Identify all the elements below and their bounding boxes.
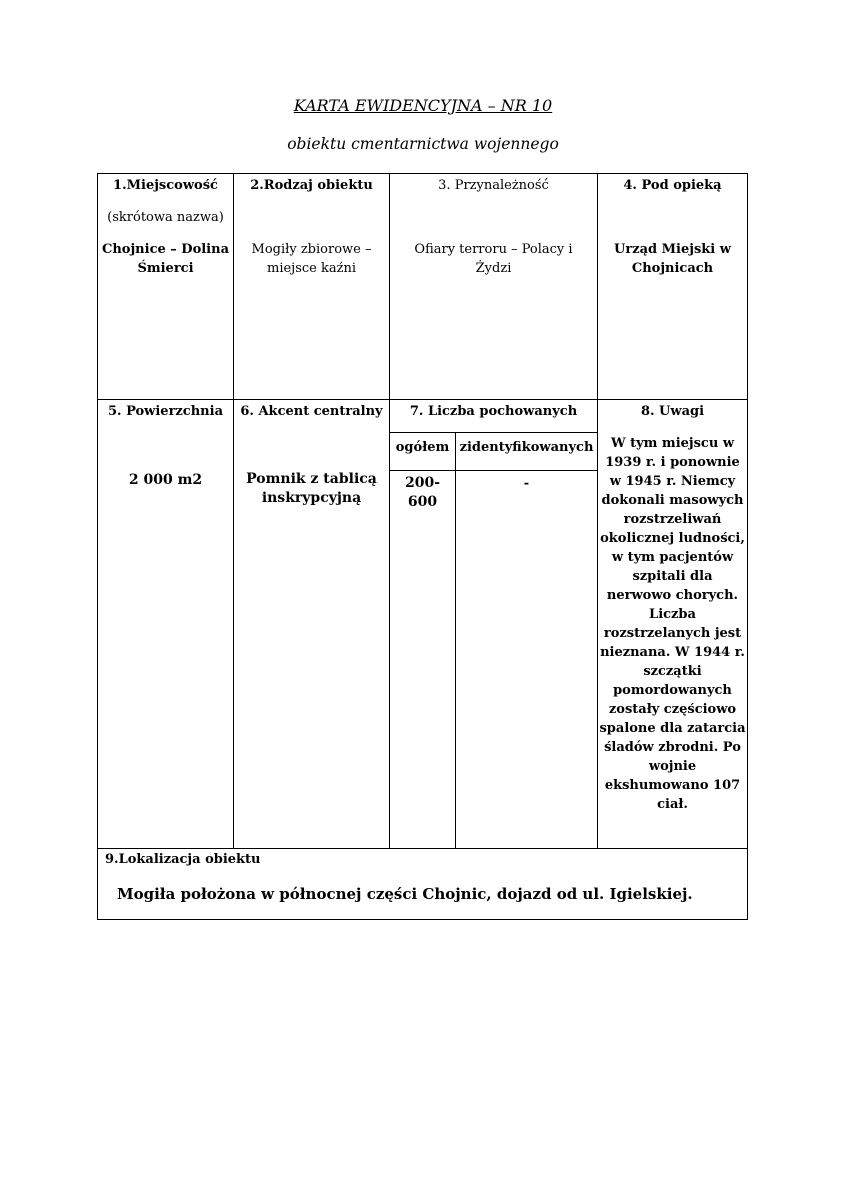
cell-affiliation <box>390 176 597 278</box>
central-accent-value-line1: Pomnik z tablicą <box>246 471 377 487</box>
total-label: ogółem <box>395 440 450 455</box>
affiliation-value-line2: Żydzi <box>475 261 512 276</box>
central-accent-label: 6. Akcent centralny <box>240 404 383 419</box>
table-border-bottom <box>97 919 748 920</box>
locality-label: 1.Miejscowość <box>113 178 218 193</box>
table-border-right <box>747 173 748 920</box>
remarks-line: Liczba <box>649 607 696 622</box>
remarks-text <box>598 434 747 814</box>
object-type-value-line2: miejsce kaźni <box>267 261 356 276</box>
cell-custodian <box>598 176 747 278</box>
remarks-line: w tym pacjentów <box>611 550 734 565</box>
remarks-line: rozstrzelanych jest <box>603 626 742 641</box>
row-divider-2 <box>97 848 748 849</box>
cell-central-accent <box>234 402 389 508</box>
cell-identified-label <box>456 438 597 457</box>
locality-value-line2: Śmierci <box>137 261 194 276</box>
remarks-line: zostały częściowo <box>608 702 737 717</box>
cell-object-type <box>234 176 389 278</box>
locality-note: (skrótowa nazwa) <box>107 210 224 225</box>
record-table <box>97 173 748 920</box>
cell-area <box>98 402 233 490</box>
remarks-line: W tym miejscu w <box>610 436 735 451</box>
remarks-line: nieznana. W 1944 r. <box>600 645 745 660</box>
remarks-line: szpitali dla <box>632 569 713 584</box>
object-type-value-line1: Mogiły zbiorowe – <box>251 242 372 257</box>
cell-identified-value <box>456 474 597 493</box>
burial-count-label: 7. Liczba pochowanych <box>409 404 578 419</box>
custodian-label: 4. Pod opieką <box>623 178 722 193</box>
document-subtitle: obiektu cmentarnictwa wojennego <box>287 135 559 153</box>
total-value-line1: 200- <box>404 475 441 491</box>
cell-total-value <box>390 474 455 512</box>
row-divider-1 <box>97 399 748 400</box>
remarks-line: wojnie <box>648 759 697 774</box>
document-title: KARTA EWIDENCYJNA – NR 10 <box>293 96 553 115</box>
remarks-line: 1939 r. i ponownie <box>605 455 740 470</box>
custodian-value-line1: Urząd Miejski w <box>614 242 731 257</box>
cell-remarks <box>598 402 747 814</box>
location-value: Mogiła położona w północnej części Chojnic, dojazd od ul. Igielskiej. <box>117 885 693 903</box>
col7-subheader-bottom <box>389 470 597 471</box>
location-label: 9.Lokalizacja obiektu <box>105 852 261 867</box>
remarks-line: spalone dla zatarcia <box>599 721 746 736</box>
affiliation-value-line1: Ofiary terroru – Polacy i <box>414 242 573 257</box>
cell-locality <box>98 176 233 278</box>
col7-subheader-top <box>389 432 597 433</box>
remarks-label: 8. Uwagi <box>640 404 705 419</box>
custodian-value-line2: Chojnicach <box>631 261 714 276</box>
identified-value: - <box>523 476 530 491</box>
remarks-line: nerwowo chorych. <box>606 588 739 603</box>
remarks-line: ekshumowano 107 <box>604 778 741 793</box>
central-accent-value-line2: inskrypcyjną <box>261 490 362 506</box>
table-border-left <box>97 173 98 920</box>
affiliation-label: 3. Przynależność <box>438 178 549 193</box>
object-type-label: 2.Rodzaj obiektu <box>250 178 373 193</box>
remarks-line: ciał. <box>657 797 688 812</box>
remarks-line: śladów zbrodni. Po <box>604 740 741 755</box>
remarks-line: rozstrzeliwań <box>623 512 722 527</box>
remarks-line: w 1945 r. Niemcy <box>609 474 736 489</box>
locality-value-line1: Chojnice – Dolina <box>102 242 229 257</box>
remarks-line: pomordowanych <box>613 683 732 698</box>
area-value: 2 000 m2 <box>128 472 203 488</box>
cell-burial-count-header <box>390 402 597 421</box>
total-value-line2: 600 <box>407 494 438 510</box>
remarks-line: dokonali masowych <box>601 493 744 508</box>
remarks-line: okolicznej ludności, <box>600 531 745 546</box>
area-label: 5. Powierzchnia <box>107 404 223 419</box>
cell-total-label <box>390 438 455 457</box>
remarks-line: szczątki <box>643 664 702 679</box>
col7-subdivider <box>455 432 456 848</box>
table-border-top <box>97 173 748 174</box>
identified-label: zidentyfikowanych <box>459 440 594 455</box>
